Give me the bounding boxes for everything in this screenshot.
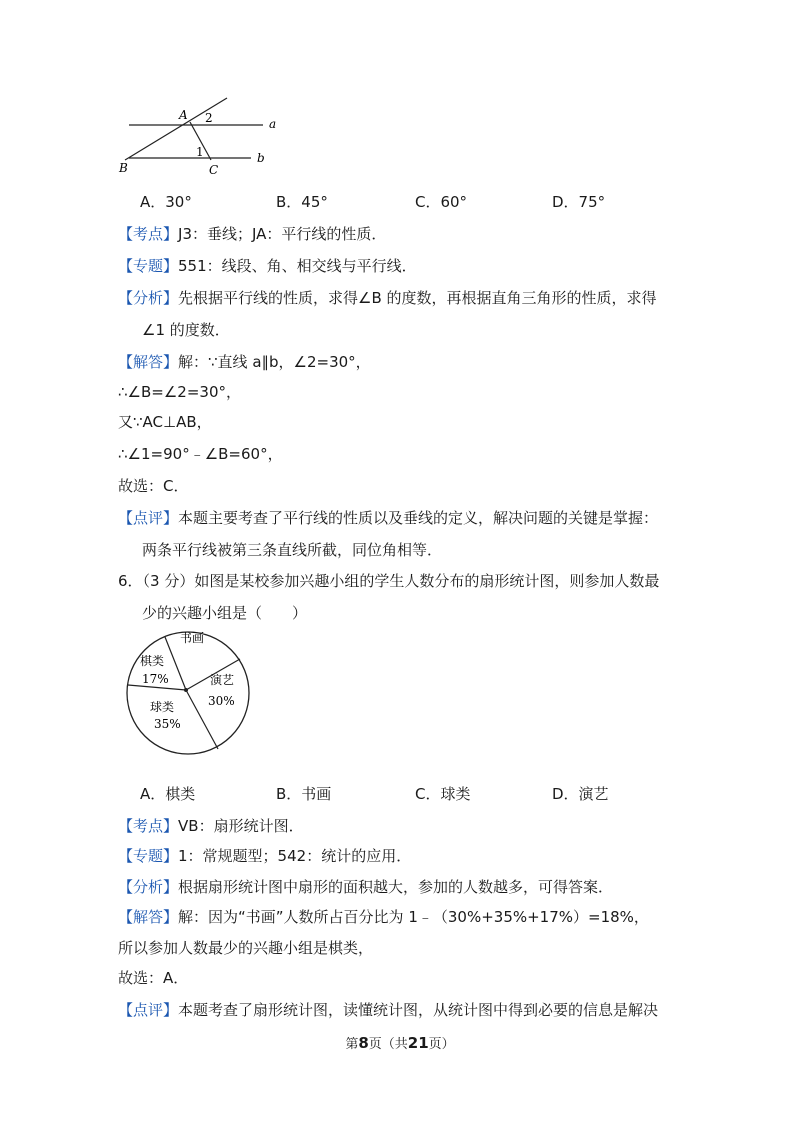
label-C: C — [209, 163, 219, 177]
q5-option-c: C．60° — [415, 193, 468, 211]
q5-option-d: D．75° — [552, 193, 606, 211]
q6-stem: 6．（3 分）如图是某校参加兴趣小组的学生人数分布的扇形统计图，则参加人数最 — [118, 572, 660, 590]
kaodian-text: VB：扇形统计图． — [178, 817, 304, 835]
q6-stem-cont: 少的兴趣小组是（ ） — [142, 604, 308, 622]
q5-option-a: A．30° — [140, 193, 192, 211]
q6-dianping — [118, 1000, 658, 1020]
kaodian-tag: 【考点】 — [118, 817, 179, 835]
q5-step-1: ∴∠B=∠2=30°， — [118, 383, 241, 401]
dianping-tag: 【点评】 — [118, 509, 179, 527]
footer-page-number: 8 — [358, 1034, 369, 1052]
dianping-text: 本题考查了扇形统计图，读懂统计图，从统计图中得到必要的信息是解决 — [178, 1001, 659, 1019]
q5-answer: 故选：C． — [118, 477, 189, 495]
zhuanti-text: 1：常规题型；542：统计的应用． — [178, 847, 412, 865]
q5-fenxi — [118, 288, 657, 308]
q5-jieda — [118, 352, 371, 372]
footer-prefix: 第 — [345, 1037, 359, 1052]
pie-chart — [120, 628, 260, 758]
q6-option-d: D．演艺 — [552, 785, 609, 803]
slice-value-yanyi: 30% — [208, 694, 235, 708]
jieda-tag: 【解答】 — [118, 908, 179, 926]
page-footer — [0, 1033, 800, 1052]
kaodian-text: J3：垂线；JA：平行线的性质． — [178, 225, 387, 243]
transversal — [125, 98, 227, 160]
q6-fenxi — [118, 877, 613, 897]
fenxi-text: 先根据平行线的性质，求得∠B 的度数，再根据直角三角形的性质，求得 — [178, 289, 657, 307]
label-b: b — [257, 151, 265, 165]
label-A: A — [179, 108, 188, 122]
geometry-figure — [115, 92, 295, 182]
footer-total-pages: 21 — [407, 1034, 429, 1052]
q5-step-3: ∴∠1=90°﹣∠B=60°， — [118, 445, 283, 463]
slice-label-qiu: 球类 — [150, 700, 175, 714]
slice-value-qiu: 35% — [154, 717, 181, 731]
q6-zhuanti — [118, 846, 411, 866]
slice-label-yanyi: 演艺 — [210, 673, 235, 687]
footer-suffix: 页） — [428, 1037, 455, 1052]
fenxi-tag: 【分析】 — [118, 289, 179, 307]
label-1: 1 — [196, 145, 204, 159]
q6-kaodian — [118, 816, 304, 836]
pie-center-dot — [184, 688, 188, 692]
q6-jieda — [118, 907, 649, 927]
footer-mid: 页（共 — [368, 1037, 408, 1052]
q5-kaodian — [118, 224, 386, 244]
q6-option-b: B．书画 — [276, 785, 332, 803]
q6-option-a: A．棋类 — [140, 785, 196, 803]
slice-label-shuhua: 书画 — [180, 631, 205, 645]
label-2: 2 — [205, 111, 213, 125]
label-B: B — [119, 161, 128, 175]
fenxi-text: 根据扇形统计图中扇形的面积越大，参加的人数越多，可得答案． — [178, 878, 614, 896]
fenxi-tag: 【分析】 — [118, 878, 179, 896]
jieda-tag: 【解答】 — [118, 353, 179, 371]
dianping-text: 本题主要考查了平行线的性质以及垂线的定义，解决问题的关键是掌握： — [178, 509, 659, 527]
zhuanti-tag: 【专题】 — [118, 257, 179, 275]
kaodian-tag: 【考点】 — [118, 225, 179, 243]
dianping-tag: 【点评】 — [118, 1001, 179, 1019]
slice-value-qi: 17% — [142, 672, 169, 686]
label-a: a — [269, 117, 277, 131]
q5-option-b: B．45° — [276, 193, 328, 211]
q5-dianping-cont: 两条平行线被第三条直线所截，同位角相等． — [142, 541, 443, 559]
q6-answer: 故选：A． — [118, 969, 189, 987]
q5-zhuanti — [118, 256, 417, 276]
q6-option-c: C．球类 — [415, 785, 471, 803]
jieda-text: 解：∵直线 a∥b，∠2=30°， — [178, 353, 371, 371]
q6-step-1: 所以参加人数最少的兴趣小组是棋类， — [118, 939, 374, 957]
slice-label-qi: 棋类 — [140, 654, 165, 668]
q5-step-2: 又∵AC⊥AB， — [118, 413, 212, 431]
zhuanti-tag: 【专题】 — [118, 847, 179, 865]
q5-fenxi-cont: ∠1 的度数． — [142, 321, 230, 339]
jieda-text: 解：因为“书画”人数所占百分比为 1﹣（30%+35%+17%）=18%， — [178, 908, 649, 926]
zhuanti-text: 551：线段、角、相交线与平行线． — [178, 257, 417, 275]
q5-dianping — [118, 508, 658, 528]
